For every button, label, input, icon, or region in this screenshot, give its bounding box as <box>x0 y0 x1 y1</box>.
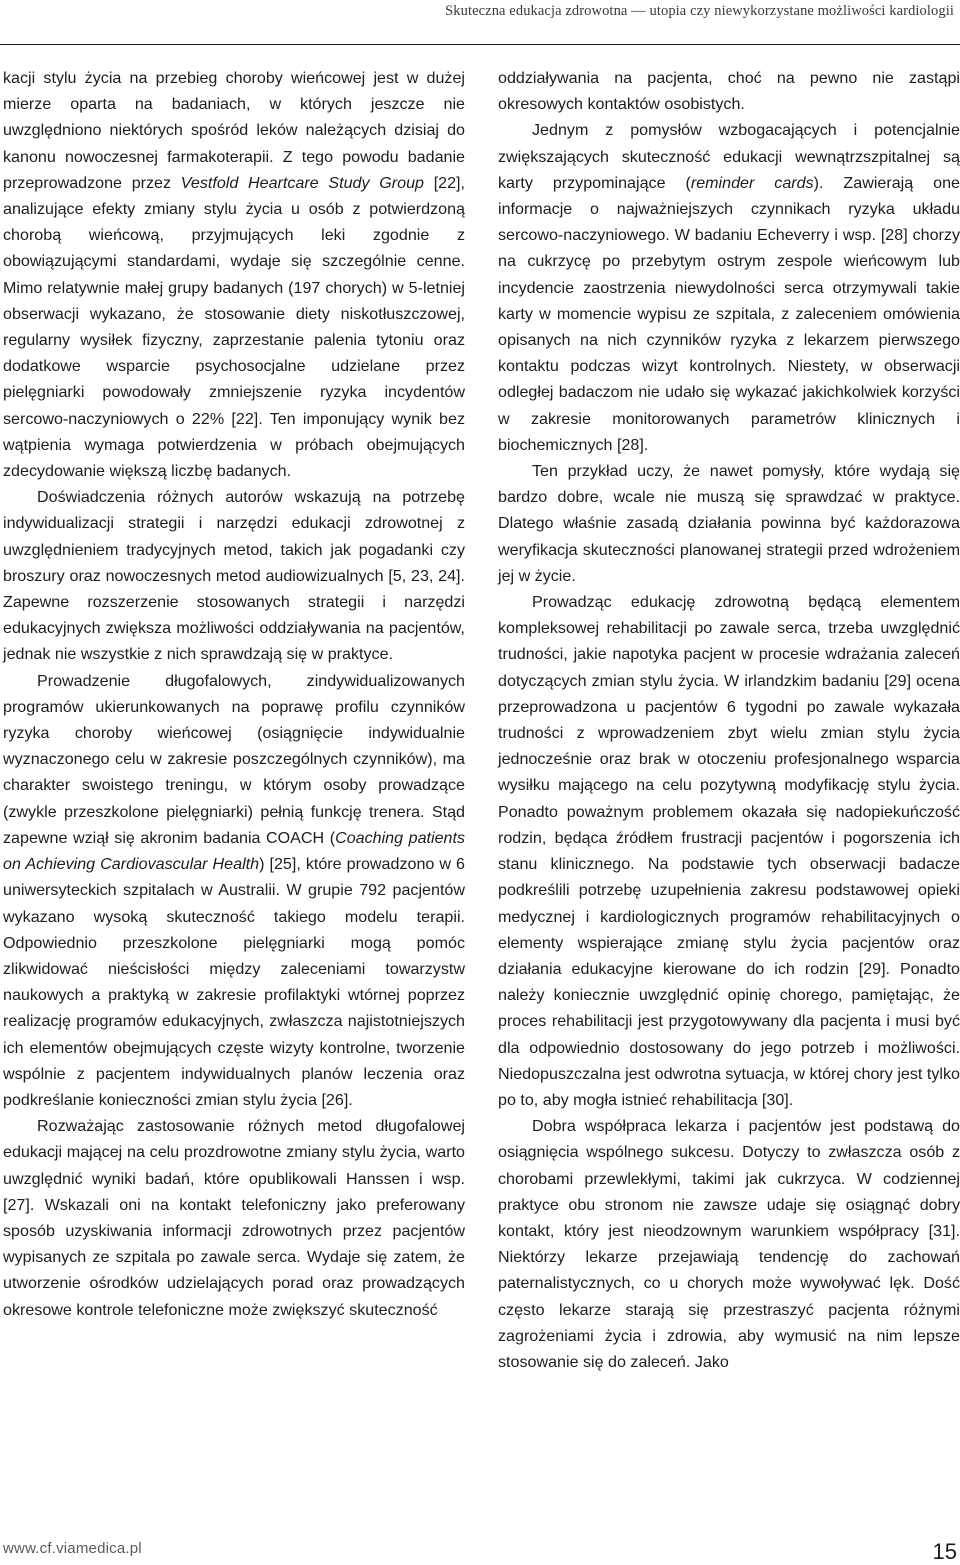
right-p2-text-b: ). Zawierają one informacje o najważniejszych czynnikach ryzyka układu sercowo-naczyniowego. W badaniu Echeverry i wsp. [28] chorzy na cukrzycę po przebytym ostrym zespole wieńcowym lub incydencie zaostrzenia niewydolności serca otrzymywali takie karty w momencie wypisu ze szpitala, z zaleceniem omówienia opisanych na nich czynników ryzyka z lekarzem pierwszego kontaktu podczas wizyt kontrolnych. Niestety, w obserwacji odległej badaczom nie udało się wykazać jakichkolwiek korzyści w zakresie monitorowanych parametrów klinicznych i biochemicznych [28]. <box>498 173 960 454</box>
left-p3-text-a: Prowadzenie długofalowych, zindywidualizowanych programów ukierunkowanych na poprawę profilu czynników ryzyka choroby wieńcowej (osiągnięcie indywidualnie wyznaczonego celu w zakresie poszczególnych czynników), ma charakter swoistego treningu, w którym osoby prowadzące (zwykle przeszkolone pielęgniarki) pełnią funkcję trenera. Stąd zapewne wziął się akronim badania COACH ( <box>3 671 465 847</box>
right-paragraph-5: Dobra współpraca lekarza i pacjentów jest podstawą do osiągnięcia wspólnego sukcesu. Dotyczy to zwłaszcza osób z chorobami przewlekłymi, takimi jak cukrzyca. W codziennej praktyce obu stronom nie zawsze udaje się osiągnąć dobry kontakt, który jest nieodzownym warunkiem współpracy [31]. Niektórzy lekarze przejawiają tendencję do zachowań paternalistycznych, co u chorych może wywoływać lęk. Dość często lekarze starają się przestraszyć pacjenta różnymi zagrożeniami życia i zdrowia, aby wymusić na nim lepsze stosowanie się do zaleceń. Jako <box>498 1117 960 1371</box>
right-paragraph-4: Prowadząc edukację zdrowotną będącą elementem kompleksowej rehabilitacji po zawale serca, trzeba uwzględnić trudności, jakie napotyka pacjent w procesie wdrażania zaleceń dotyczących zmian stylu życia. W irlandzkim badaniu [29] ocena przeprowadzona u pacjentów 6 tygodni po zawale wykazała trudności z wprowadzeniem zbyt wielu zmian stylu życia jednocześnie oraz brak w otoczeniu profesjonalnego wsparcia wysiłku mającego na celu pozytywną modyfikację stylu życia. Ponadto poważnym problemem okazała się nadopiekuńczość rodzin, będąca źródłem frustracji pacjentów i pogorszenia ich stanu klinicznego. Na podstawie tych obserwacji badacze podkreślili potrzebę uzupełnienia zakresu podstawowej opieki medycznej i kardiologicznych programów rehabilitacyjnych o elementy wspierające zmianę stylu życia pacjentów oraz działania edukacyjne kierowane do ich rodzin [29]. Ponadto należy koniecznie uwzględnić opinię chorego, pamiętając, że proces rehabilitacji jest przygotowywany dla pacjenta i musi być dla odpowiednio dostosowany do jego potrzeb i możliwości. Niedopuszczalna jest odwrotna sytuacja, w której chory jest tylko po to, aby mogła istnieć rehabilitacja [30]. <box>498 593 960 1109</box>
right-paragraph-2 <box>498 117 960 458</box>
left-paragraph-4: Rozważając zastosowanie różnych metod długofalowej edukacji mającej na celu prozdrowotne zmiany stylu życia, warto uwzględnić wyniki badań, które opublikowali Hanssen i wsp. [27]. Wskazali oni na kontakt telefoniczny jako preferowany sposób uzyskiwania informacji zdrowotnych przez pacjentów wypisanych ze szpitala po zawale serca. Wydaje się zatem, że utworzenie ośrodków udzielających porad oraz prowadzących okresowe kontrole telefoniczne może zwiększyć skuteczność <box>3 1117 465 1319</box>
right-paragraph-1: oddziaływania na pacjenta, choć na pewno nie zastąpi okresowych kontaktów osobistych. <box>498 69 960 114</box>
header-rule <box>0 44 960 45</box>
left-p3-text-b: ) [25], które prowadzono w 6 uniwersyteckich szpitalach w Australii. W grupie 792 pacjentów wykazano wysoką skuteczność takiego modelu terapii. Odpowiednio przeszkolone pielęgniarki mogą pomóc zlikwidować nieścisłości między zaleceniami towarzystw naukowych a praktyką w zakresie profilaktyki wtórnej poprzez realizację programów edukacyjnych, zwłaszcza najistotniejszych ich elementów obejmujących częste wizyty kontrolne, tworzenie wspólnie z pacjentem indywidualnych planów leczenia oraz podkreślanie konieczności zmian stylu życia [26]. <box>3 855 465 1109</box>
right-p2-text-a: Jednym z pomysłów wzbogacających i potencjalnie zwiększających skuteczność edukacji wewnątrzszpitalnej są karty przypominające ( <box>498 121 960 192</box>
running-header: Skuteczna edukacja zdrowotna — utopia czy niewykorzystane możliwości kardiologii <box>445 3 954 19</box>
footer-url[interactable]: www.cf.viamedica.pl <box>3 1540 142 1557</box>
right-p2-italic: reminder cards <box>690 173 814 192</box>
page-number: 15 <box>932 1539 957 1564</box>
left-paragraph-3 <box>3 668 465 1113</box>
left-column <box>3 65 465 1323</box>
left-p3-italic: Coaching patients on Achieving Cardiovascular Health <box>3 828 465 874</box>
right-column <box>498 65 960 1375</box>
right-paragraph-3: Ten przykład uczy, że nawet pomysły, które wydają się bardzo dobre, wcale nie muszą się sprawdzać w praktyce. Dlatego właśnie zasadą działania powinna być każdorazowa weryfikacja skuteczności planowanej strategii przed wdrożeniem jej w życie. <box>498 462 960 585</box>
left-p1-text-a: kacji stylu życia na przebieg choroby wieńcowej jest w dużej mierze oparta na badaniach, w których jeszcze nie uwzględniono niektórych spośród leków należących dzisiaj do kanonu nowoczesnej farmakoterapii. Z tego powodu badanie przeprowadzone przez <box>3 69 465 192</box>
left-p1-text-b: [22], analizujące efekty zmiany stylu życia u osób z potwierdzoną chorobą wieńcową, przyjmujących leki zgodnie z obowiązującymi standardami, wydaje się szczególnie cenne. Mimo relatywnie małej grupy badanych (197 chorych) w 5-letniej obserwacji wykazano, że stosowanie diety niskotłuszczowej, regularny wysiłek fizyczny, zaprzestanie palenia tytoniu oraz dodatkowe wsparcie psychosocjalne udzielane przez pielęgniarki powodowały zmniejszenie ryzyka incydentów sercowo-naczyniowych o 22% [22]. Ten imponujący wynik bez wątpienia wymaga potwierdzenia w próbach obejmujących zdecydowanie większą liczbę badanych. <box>3 173 466 481</box>
left-paragraph-2: Doświadczenia różnych autorów wskazują na potrzebę indywidualizacji strategii i narzędzi edukacji zdrowotnej z uwzględnieniem tradycyjnych metod, takich jak pogadanki czy broszury oraz nowoczesnych metod audiowizualnych [5, 23, 24]. Zapewne rozszerzenie stosowanych strategii i narzędzi edukacyjnych zwiększa możliwości oddziaływania na pacjentów, jednak nie wszystkie z nich sprawdzają się w praktyce. <box>3 488 465 664</box>
left-paragraph-1 <box>3 65 465 484</box>
left-p1-italic: Vestfold Heartcare Study Group <box>180 173 424 192</box>
